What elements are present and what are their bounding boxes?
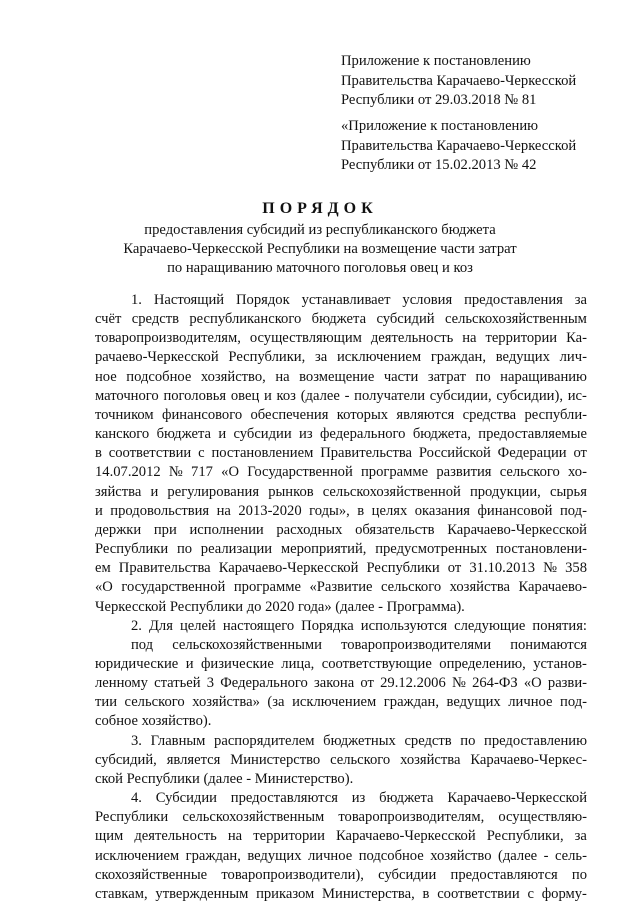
- body-word: получатели: [354, 387, 426, 404]
- body-word: программе: [360, 464, 429, 481]
- body-word: сельскохозяйственной: [322, 483, 461, 500]
- body-word: годы»,: [309, 502, 350, 519]
- body-word: сельского: [499, 464, 560, 481]
- body-word: исключением: [292, 694, 377, 711]
- body-word: на: [462, 330, 477, 347]
- body-word: Порядок: [236, 292, 290, 308]
- body-word: подсобное: [358, 847, 424, 864]
- body-word: от: [360, 675, 374, 692]
- body-line: [95, 808, 587, 827]
- body-word: целях: [371, 502, 408, 519]
- body-word: Настоящий: [153, 292, 225, 308]
- body-line: [95, 732, 587, 751]
- body-word: Субсидии: [155, 790, 217, 807]
- body-word: от: [447, 560, 462, 577]
- body-word: деятельность: [370, 330, 454, 347]
- body-word: соответствии: [108, 445, 192, 462]
- body-word: обязательств: [355, 521, 435, 538]
- body-word: субсидии,: [429, 387, 492, 404]
- appendix-header-line: Республики от 29.03.2018 № 81: [341, 92, 537, 109]
- body-line: [95, 789, 587, 808]
- body-word: 31.10.2013: [469, 560, 536, 577]
- body-word: Республики: [366, 560, 440, 577]
- body-word: лица,: [281, 655, 315, 672]
- body-line: [95, 578, 587, 597]
- body-word: финансового: [162, 406, 243, 423]
- body-word: реализации: [200, 541, 273, 558]
- body-line: [95, 368, 587, 387]
- body-word: Министерство: [230, 751, 321, 768]
- body-line: [95, 425, 587, 444]
- body-line: [95, 329, 587, 348]
- body-word: №: [451, 675, 466, 692]
- body-word: осуществляю-: [498, 809, 587, 826]
- body-word: Для: [148, 617, 173, 634]
- body-word: хо-: [568, 464, 587, 481]
- body-word: финансовой: [477, 502, 553, 519]
- body-word: из: [351, 790, 366, 807]
- body-word: по: [475, 368, 491, 385]
- body-word: ведущих: [495, 349, 550, 366]
- body-line: [95, 827, 587, 846]
- body-word: следующие: [454, 617, 526, 634]
- body-word: предоставляемые: [478, 426, 587, 443]
- body-word: условия: [402, 292, 453, 308]
- body-line: ской Республики (далее - Министерство).: [95, 770, 354, 787]
- body-word: бюджета: [156, 426, 211, 443]
- body-word: исключением: [336, 349, 422, 366]
- body-word: Республики,: [228, 349, 306, 366]
- body-word: разви-: [547, 675, 587, 692]
- body-word: субсидии: [233, 426, 292, 443]
- body-word: по: [176, 541, 193, 558]
- body-word: определению,: [439, 655, 526, 672]
- body-word: и: [150, 483, 159, 500]
- body-word: ис-: [567, 387, 587, 404]
- body-word: (далее: [498, 847, 538, 864]
- document-title: ПОРЯДОК: [262, 200, 378, 217]
- body-word: товаропроизводителям,: [338, 809, 485, 826]
- body-word: которых: [336, 406, 389, 423]
- body-word: Республики,: [486, 828, 564, 845]
- body-word: распорядителем: [214, 732, 315, 749]
- body-word: мероприятий,: [280, 541, 367, 558]
- body-word: товаропроизводителями: [341, 636, 492, 653]
- body-word: овец: [230, 387, 260, 404]
- body-word: на: [216, 502, 231, 519]
- body-line: [95, 559, 587, 578]
- body-line: [95, 866, 587, 885]
- body-line: [95, 444, 587, 463]
- body-word: расходных: [276, 521, 343, 538]
- body-line: [95, 521, 587, 540]
- body-line: [95, 847, 587, 866]
- body-line: [95, 674, 587, 693]
- body-word: под-: [560, 694, 587, 711]
- body-line: [95, 291, 587, 310]
- body-word: Государственной: [247, 464, 353, 481]
- body-word: граждан,: [185, 847, 241, 864]
- body-word: физические: [200, 655, 274, 672]
- body-word: 2.: [131, 617, 142, 634]
- body-word: Порядка: [301, 617, 354, 634]
- body-word: точником: [95, 406, 154, 423]
- body-word: за: [314, 349, 328, 366]
- body-word: под-: [559, 502, 587, 519]
- body-word: территории: [253, 828, 325, 845]
- body-word: предоставляются: [450, 866, 558, 883]
- body-word: ем: [95, 560, 111, 577]
- body-word: 358: [565, 560, 587, 577]
- body-line: [95, 636, 587, 655]
- body-word: бюджета: [311, 311, 367, 328]
- body-word: ленному: [95, 675, 148, 692]
- body-word: Главным: [150, 732, 206, 749]
- body-word: субсидий: [376, 311, 435, 328]
- body-word: «О: [221, 464, 239, 481]
- body-word: 1.: [131, 292, 142, 308]
- body-line: [95, 387, 587, 406]
- body-word: щим: [95, 828, 124, 845]
- body-line: [95, 310, 587, 329]
- body-word: 2013-2020: [238, 502, 302, 519]
- body-word: исполнении: [189, 521, 264, 538]
- body-word: «О: [523, 675, 542, 692]
- body-word: рачаево-Черкесской: [95, 349, 219, 366]
- body-word: Карачаево-Черкесской: [335, 828, 476, 845]
- body-word: Карачаево-Черкесской: [447, 521, 587, 538]
- body-word: утвержденным: [155, 885, 249, 902]
- body-word: за: [574, 828, 587, 845]
- body-word: коз: [276, 387, 296, 404]
- body-word: соответствующие: [321, 655, 432, 672]
- body-word: товаропроизводители),: [221, 866, 364, 883]
- body-word: бюджета,: [412, 426, 471, 443]
- body-word: республи-: [524, 406, 587, 423]
- body-word: Республики: [95, 809, 169, 826]
- body-word: Федерального: [220, 675, 308, 692]
- body-line: [95, 693, 587, 712]
- body-word: бюджетных: [323, 732, 396, 749]
- body-word: субсидий,: [95, 751, 157, 768]
- body-word: канского: [95, 426, 150, 443]
- body-word: Министерства,: [322, 885, 415, 902]
- body-word: личное: [308, 847, 353, 864]
- body-word: закона: [314, 675, 355, 692]
- body-word: субсидии: [378, 866, 437, 883]
- body-word: от: [573, 445, 587, 462]
- body-word: ведущих: [446, 694, 501, 711]
- body-word: Карачаево-Черкесской: [447, 790, 587, 807]
- body-word: хозяйство,: [200, 368, 266, 385]
- document-subtitle: [0, 221, 640, 278]
- body-line: [95, 483, 587, 502]
- subtitle-line: предоставления субсидий из республиканского бюджета: [144, 222, 496, 238]
- body-word: -: [344, 387, 350, 404]
- body-word: (далее: [300, 387, 340, 404]
- body-word: зяйства: [95, 483, 142, 500]
- body-word: за: [574, 292, 587, 308]
- appendix-header-line: Правительства Карачаево-Черкесской: [341, 72, 577, 89]
- body-line: [95, 751, 587, 770]
- body-word: рынков: [268, 483, 314, 500]
- body-word: Правительства: [320, 445, 413, 462]
- body-line: [95, 502, 587, 521]
- body-word: поголовья: [163, 387, 227, 404]
- body-word: ное: [95, 368, 117, 385]
- body-word: соответствии: [437, 885, 520, 902]
- appendix-header-current: [341, 52, 626, 111]
- body-word: статьей: [154, 675, 201, 692]
- body-word: Карачаево-Черкесской: [218, 560, 359, 577]
- body-word: сельскохозяйственными: [172, 636, 322, 653]
- body-word: в: [95, 445, 102, 462]
- body-word: обеспечения: [250, 406, 329, 423]
- body-word: на: [227, 828, 243, 845]
- body-line: [95, 348, 587, 367]
- body-word: предоставления: [464, 292, 563, 308]
- body-word: Карачаево-: [518, 579, 587, 596]
- body-line: [95, 885, 587, 904]
- body-word: являются: [396, 406, 455, 423]
- body-word: бюджета: [379, 790, 434, 807]
- body-word: 4.: [131, 790, 142, 807]
- body-word: ставкам,: [95, 885, 148, 902]
- body-word: при: [153, 521, 177, 538]
- body-word: устанавливает: [301, 292, 391, 308]
- body-word: граждан,: [430, 349, 487, 366]
- document-body: [95, 291, 587, 904]
- body-word: подсобное: [126, 368, 192, 385]
- body-word: Правительства: [118, 560, 211, 577]
- body-word: возмещение: [299, 368, 375, 385]
- body-word: форму-: [541, 885, 587, 902]
- body-word: -: [543, 847, 549, 864]
- body-word: предусмотренных: [375, 541, 488, 558]
- body-word: Республики: [95, 541, 169, 558]
- body-word: приказом: [256, 885, 315, 902]
- body-word: деятельность: [134, 828, 217, 845]
- body-word: сель-: [555, 847, 587, 864]
- body-line: [95, 406, 587, 425]
- body-word: наращиванию: [500, 368, 587, 385]
- body-word: юридические: [95, 655, 179, 672]
- body-word: ведущих: [247, 847, 302, 864]
- appendix-header-original: [341, 117, 626, 176]
- body-word: хозяйство: [430, 847, 492, 864]
- body-word: лич-: [559, 349, 587, 366]
- body-word: федерального: [319, 426, 406, 443]
- body-word: сельского: [381, 579, 442, 596]
- body-word: 3.: [131, 732, 142, 749]
- body-word: с: [527, 885, 534, 902]
- body-word: Ка-: [566, 330, 587, 347]
- body-word: по: [460, 732, 476, 749]
- body-word: личное: [508, 694, 553, 711]
- body-word: предоставляются: [230, 790, 338, 807]
- body-word: республиканского: [189, 311, 302, 328]
- body-word: и: [185, 655, 194, 672]
- body-word: и: [218, 426, 227, 443]
- body-word: установ-: [533, 655, 587, 672]
- body-line: [95, 463, 587, 482]
- body-word: и: [263, 387, 272, 404]
- body-word: 3: [206, 675, 215, 692]
- body-word: «О: [95, 579, 113, 596]
- appendix-header-line: Приложение к постановлению: [341, 53, 531, 69]
- body-word: продукции,: [469, 483, 541, 500]
- body-word: государственной: [121, 579, 226, 596]
- body-word: (за: [267, 694, 285, 711]
- appendix-header-line: «Приложение к постановлению: [341, 118, 539, 134]
- body-word: понимаются: [510, 636, 587, 653]
- body-word: развития: [436, 464, 492, 481]
- body-word: Федерации: [497, 445, 567, 462]
- body-word: средств: [404, 732, 452, 749]
- body-word: предоставлению: [484, 732, 587, 749]
- body-word: настоящего: [222, 617, 295, 634]
- body-word: с: [198, 445, 205, 462]
- body-word: под: [131, 636, 154, 653]
- subtitle-line: Карачаево-Черкесской Республики на возмещение части затрат: [123, 241, 517, 257]
- body-word: программе: [233, 579, 301, 596]
- body-word: в: [422, 885, 430, 902]
- body-word: территории: [485, 330, 558, 347]
- body-word: оказания: [414, 502, 470, 519]
- body-line: [95, 655, 587, 674]
- body-word: 717: [191, 464, 213, 481]
- body-word: Карачаево-Черкес-: [470, 751, 587, 768]
- body-word: является: [166, 751, 221, 768]
- body-word: сельского: [124, 694, 185, 711]
- body-word: хозяйства: [449, 579, 510, 596]
- body-word: постановлением: [211, 445, 314, 462]
- body-word: субсидии),: [496, 387, 563, 404]
- body-word: продовольствия: [110, 502, 210, 519]
- body-word: скохозяйственные: [95, 866, 208, 883]
- body-word: сельского: [330, 751, 391, 768]
- body-word: хозяйства»: [192, 694, 260, 711]
- body-word: в: [357, 502, 365, 519]
- body-word: и: [95, 502, 103, 519]
- body-word: используются: [360, 617, 448, 634]
- body-word: сельскохозяйственным: [444, 311, 587, 328]
- body-word: понятия:: [532, 617, 587, 634]
- body-line: [95, 540, 587, 559]
- appendix-header-line: Республики от 15.02.2013 № 42: [341, 157, 537, 174]
- body-line: [95, 617, 587, 636]
- body-word: товаропроизводителям,: [95, 330, 241, 347]
- body-word: маточного: [95, 387, 159, 404]
- body-word: 29.12.2006: [380, 675, 446, 692]
- body-word: постановлени-: [495, 541, 587, 558]
- body-word: сельскохозяйственным: [182, 809, 325, 826]
- body-word: держки: [95, 521, 142, 538]
- body-word: граждан,: [383, 694, 439, 711]
- subtitle-line: по наращиванию маточного поголовья овец и коз: [167, 260, 473, 276]
- body-word: 14.07.2012: [95, 464, 161, 481]
- body-word: из: [299, 426, 313, 443]
- body-word: затрат: [427, 368, 467, 385]
- body-word: хозяйства: [400, 751, 461, 768]
- body-word: тии: [95, 694, 117, 711]
- body-word: целей: [179, 617, 216, 634]
- body-line: Черкесской Республики до 2020 года» (далее - Программа).: [95, 598, 465, 615]
- body-word: Российской: [418, 445, 491, 462]
- body-word: №: [543, 560, 558, 577]
- body-word: счёт: [95, 311, 122, 328]
- body-word: 264-ФЗ: [472, 675, 518, 692]
- body-word: на: [275, 368, 290, 385]
- body-word: средств: [131, 311, 179, 328]
- body-word: по: [571, 866, 587, 883]
- body-word: исключением: [95, 847, 180, 864]
- body-word: осуществляющим: [249, 330, 362, 347]
- body-word: №: [168, 464, 183, 481]
- appendix-header-line: Правительства Карачаево-Черкесской: [341, 137, 577, 154]
- body-word: части: [383, 368, 419, 385]
- body-line: собное хозяйство).: [95, 713, 212, 730]
- body-word: «Развитие: [309, 579, 373, 596]
- body-word: сырья: [549, 483, 587, 500]
- body-word: регулирования: [167, 483, 260, 500]
- body-word: средства: [462, 406, 517, 423]
